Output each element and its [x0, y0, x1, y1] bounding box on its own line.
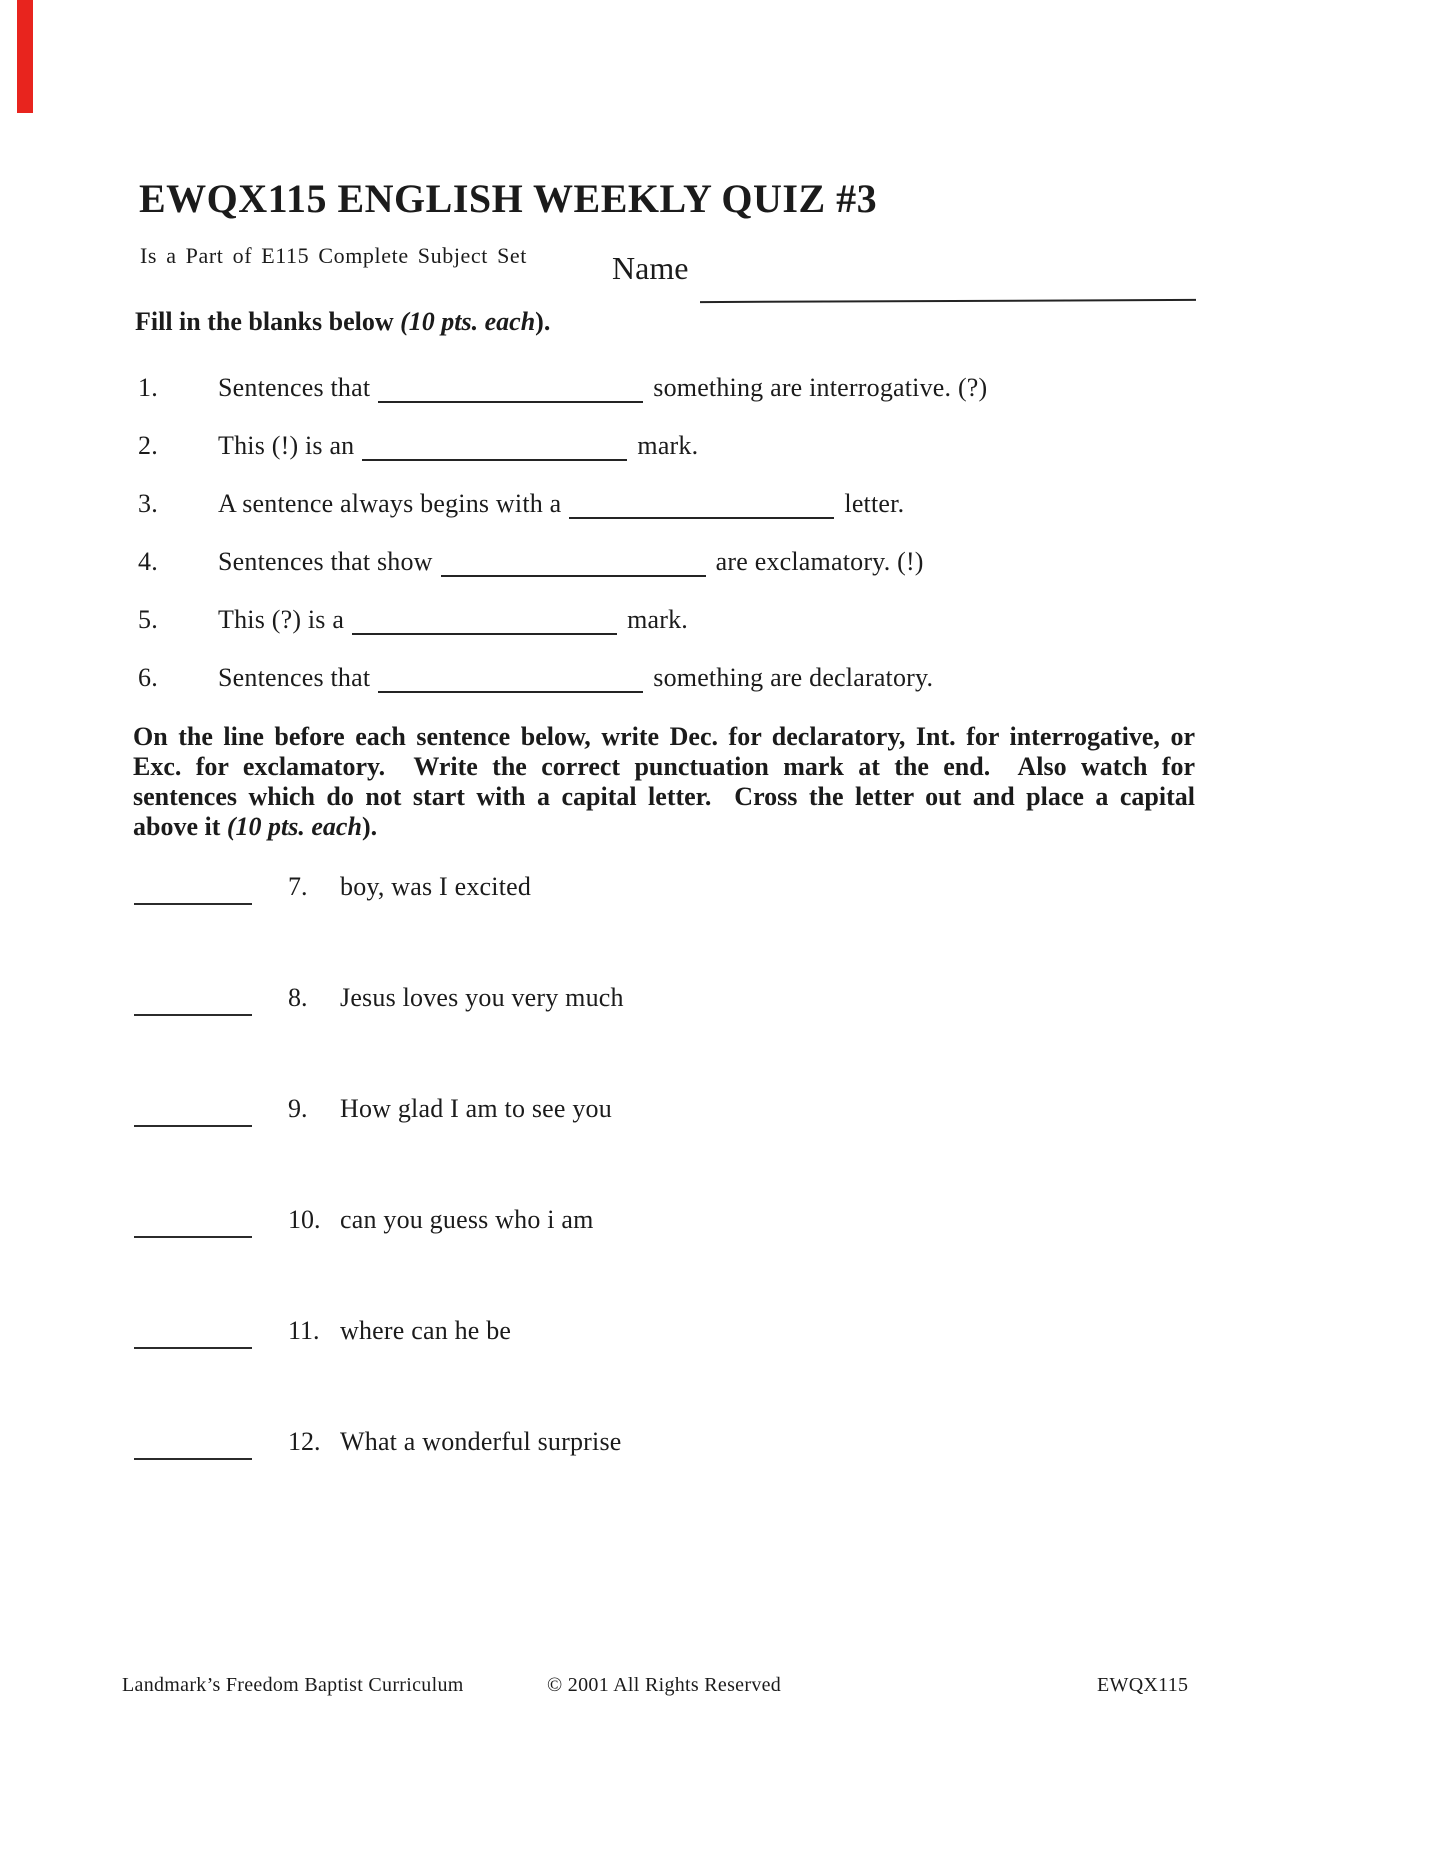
instructions-last-suffix: ). [361, 812, 378, 841]
item-number: 11. [288, 1316, 320, 1345]
fill-item-4 [0, 547, 1445, 581]
instructions-points-italic: (10 pts. each [226, 812, 362, 841]
heading-points-italic: (10 pts. each [400, 307, 536, 336]
item-number: 2. [138, 431, 158, 460]
answer-blank-line [441, 557, 706, 577]
item-number: 5. [138, 605, 158, 634]
item-number: 1. [138, 373, 158, 402]
sentence-text: can you guess who i am [340, 1205, 594, 1234]
fill-item-6 [0, 663, 1445, 697]
heading-text: Fill in the blanks below [135, 307, 401, 336]
item-number: 9. [288, 1094, 308, 1123]
item-post-text: mark. [627, 605, 688, 634]
answer-blank-line [134, 1458, 252, 1460]
instructions-last-prefix: above it [133, 812, 227, 841]
answer-blank-line [352, 615, 617, 635]
item-pre-text: This (?) is a [218, 605, 345, 634]
sentence-item-11 [0, 1316, 1445, 1352]
item-number: 3. [138, 489, 158, 518]
sentence-item-10 [0, 1205, 1445, 1241]
sentence-item-9 [0, 1094, 1445, 1130]
item-number: 10. [288, 1205, 321, 1234]
sentence-text: How glad I am to see you [340, 1094, 612, 1123]
item-post-text: something are interrogative. (?) [653, 373, 988, 402]
section1-heading [135, 307, 550, 337]
sentence-item-12 [0, 1427, 1445, 1463]
heading-suffix: ). [535, 307, 551, 336]
sentence-item-8 [0, 983, 1445, 1019]
instructions-last-line [133, 812, 1195, 842]
answer-blank-line [569, 499, 834, 519]
fill-item-3 [0, 489, 1445, 523]
answer-blank-line [134, 903, 252, 905]
item-pre-text: Sentences that [218, 373, 371, 402]
item-post-text: letter. [844, 489, 905, 518]
sentence-text: Jesus loves you very much [340, 983, 624, 1012]
name-blank-line [700, 299, 1196, 303]
item-number: 7. [288, 872, 308, 901]
instructions-line: Exc. for exclamatory. Write the correct punctuation mark at the end. Also watch for [133, 752, 1195, 781]
fill-item-2 [0, 431, 1445, 465]
fill-item-5 [0, 605, 1445, 639]
item-number: 4. [138, 547, 158, 576]
item-post-text: something are declaratory. [653, 663, 934, 692]
item-body [218, 373, 987, 403]
instructions-line: On the line before each sentence below, write Dec. for declaratory, Int. for interrogative, or [133, 722, 1195, 751]
item-body [218, 547, 924, 577]
item-pre-text: A sentence always begins with a [218, 489, 562, 518]
answer-blank-line [362, 441, 627, 461]
item-body [218, 663, 933, 693]
item-post-text: mark. [637, 431, 699, 460]
item-body [218, 431, 698, 461]
item-number: 6. [138, 663, 158, 692]
name-label: Name [612, 250, 689, 286]
answer-blank-line [134, 1236, 252, 1238]
section2-instructions [133, 722, 1195, 842]
fill-item-1 [0, 373, 1445, 407]
sentence-text: where can he be [340, 1316, 512, 1345]
subtitle: Is a Part of E115 Complete Subject Set [140, 243, 527, 268]
page-title: EWQX115 ENGLISH WEEKLY QUIZ #3 [139, 176, 878, 221]
footer-publisher: Landmark’s Freedom Baptist Curriculum [122, 1674, 464, 1696]
answer-blank-line [134, 1014, 252, 1016]
footer-copyright: © 2001 All Rights Reserved [547, 1674, 782, 1696]
item-pre-text: Sentences that show [218, 547, 433, 576]
red-scan-mark [17, 0, 33, 113]
sentence-item-7 [0, 872, 1445, 908]
answer-blank-line [134, 1125, 252, 1127]
footer-code: EWQX115 [1097, 1674, 1189, 1696]
answer-blank-line [378, 673, 643, 693]
answer-blank-line [378, 383, 643, 403]
item-number: 12. [288, 1427, 321, 1456]
item-pre-text: Sentences that [218, 663, 371, 692]
item-pre-text: This (!) is an [218, 431, 355, 460]
item-body [218, 489, 904, 519]
sentence-text: What a wonderful surprise [340, 1427, 622, 1456]
answer-blank-line [134, 1347, 252, 1349]
item-post-text: are exclamatory. (!) [715, 547, 924, 576]
item-body [218, 605, 688, 635]
instructions-line: sentences which do not start with a capital letter. Cross the letter out and place a capital [133, 782, 1195, 811]
item-number: 8. [288, 983, 308, 1012]
sentence-text: boy, was I excited [340, 872, 532, 901]
